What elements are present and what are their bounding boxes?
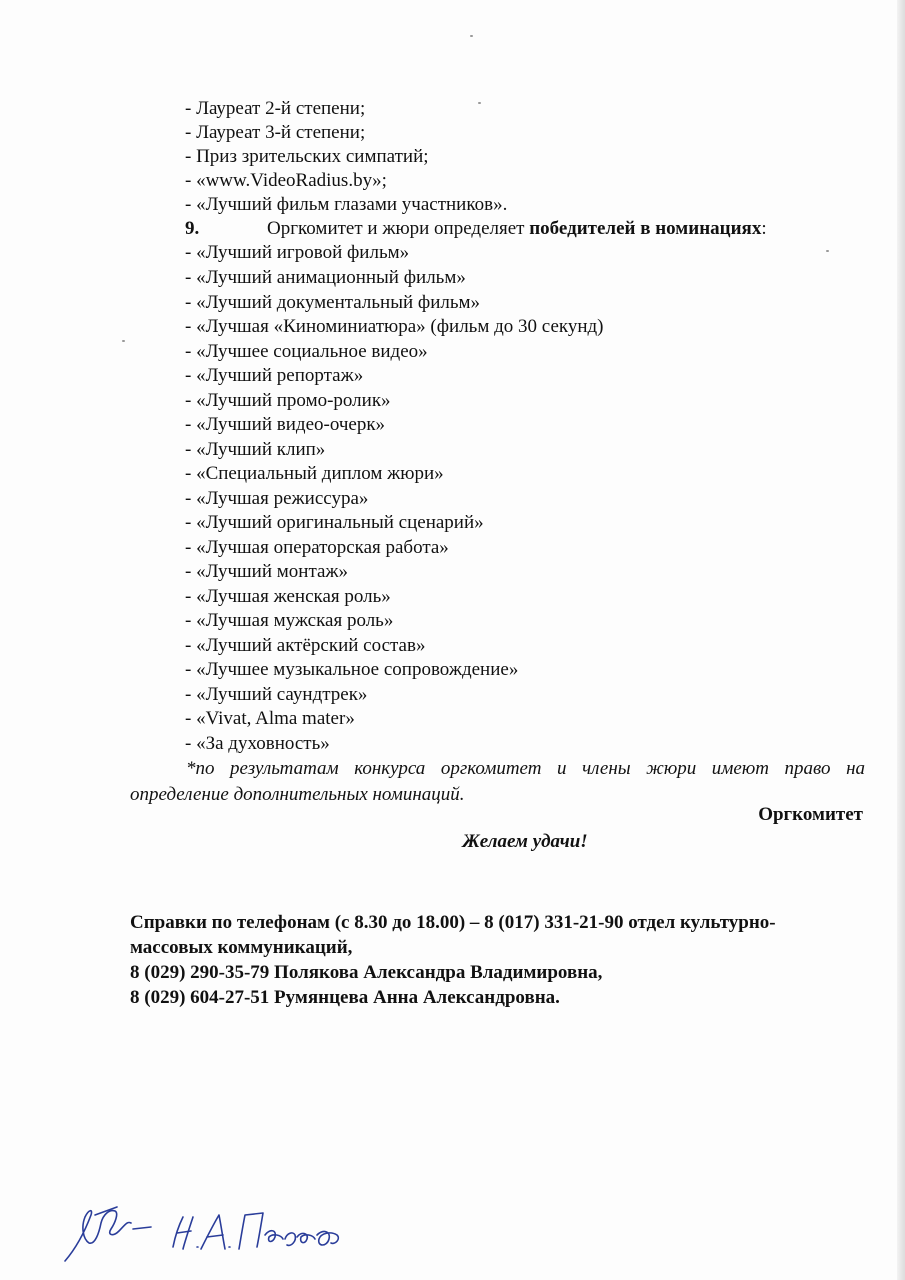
nomination-item: - «Лучший документальный фильм» (185, 292, 481, 313)
section-9 (185, 217, 767, 241)
nomination-item: - «Лучшая мужская роль» (185, 610, 394, 631)
nomination-item: - «Лучший видео-очерк» (185, 414, 386, 435)
nomination-item: - «Лучший игровой фильм» (185, 242, 410, 263)
nomination-item: - «Лучший клип» (185, 439, 326, 460)
contact-line: Справки по телефонам (с 8.30 до 18.00) – 8 (017) 331-21-90 отдел культурно- (130, 912, 776, 933)
section-text: Оргкомитет и жюри определяет (267, 218, 530, 239)
signature-image (55, 1195, 355, 1270)
scan-edge (897, 0, 905, 1280)
section-text-bold: победителей в номинациях (529, 218, 762, 239)
handwritten-signature (55, 1195, 355, 1275)
nomination-item: - «Лучшее социальное видео» (185, 341, 428, 362)
nomination-item: - «Лучшая режиссура» (185, 488, 369, 509)
contact-line: массовых коммуникаций, (130, 937, 353, 958)
list-item: - «Лучший фильм глазами участников». (185, 194, 508, 215)
scan-speck (122, 340, 125, 342)
nomination-item: - «Лучший промо-ролик» (185, 390, 391, 411)
scan-speck (478, 102, 481, 104)
organizer-signoff: Оргкомитет (758, 804, 863, 825)
good-luck-wish: Желаем удачи! (462, 831, 588, 852)
scan-speck (826, 250, 829, 252)
list-item: - Приз зрительских симпатий; (185, 146, 429, 167)
list-item: - Лауреат 2-й степени; (185, 98, 366, 119)
contact-line: 8 (029) 604-27-51 Румянцева Анна Александровна. (130, 987, 560, 1008)
nomination-item: - «Лучшая «Киноминиатюра» (фильм до 30 секунд) (185, 316, 604, 337)
nomination-item: - «Лучший анимационный фильм» (185, 267, 466, 288)
nomination-item: - «Специальный диплом жюри» (185, 463, 444, 484)
nomination-item: - «Лучшая операторская работа» (185, 537, 449, 558)
nominations-note: *по результатам конкурса оргкомитет и члены жюри имеют право на определение дополнительных номинаций. (130, 758, 865, 805)
contact-info (130, 910, 865, 1010)
list-item: - Лауреат 3-й степени; (185, 122, 366, 143)
nomination-item: - «Лучшее музыкальное сопровождение» (185, 659, 519, 680)
section-number: 9. (185, 218, 200, 239)
nomination-item: - «Лучший репортаж» (185, 365, 364, 386)
nomination-item: - «Лучший монтаж» (185, 561, 349, 582)
contact-line: 8 (029) 290-35-79 Полякова Александра Владимировна, (130, 962, 603, 983)
scan-speck (470, 35, 473, 37)
nomination-item: - «Vivat, Alma mater» (185, 708, 355, 729)
nomination-item: - «Лучший саундтрек» (185, 684, 368, 705)
nomination-item: - «Лучший оригинальный сценарий» (185, 512, 484, 533)
nomination-item: - «Лучший актёрский состав» (185, 635, 426, 656)
section-text-end: : (761, 218, 767, 239)
list-item: - «www.VideoRadius.by»; (185, 170, 387, 191)
nomination-item: - «За духовность» (185, 733, 330, 754)
nomination-item: - «Лучшая женская роль» (185, 586, 391, 607)
